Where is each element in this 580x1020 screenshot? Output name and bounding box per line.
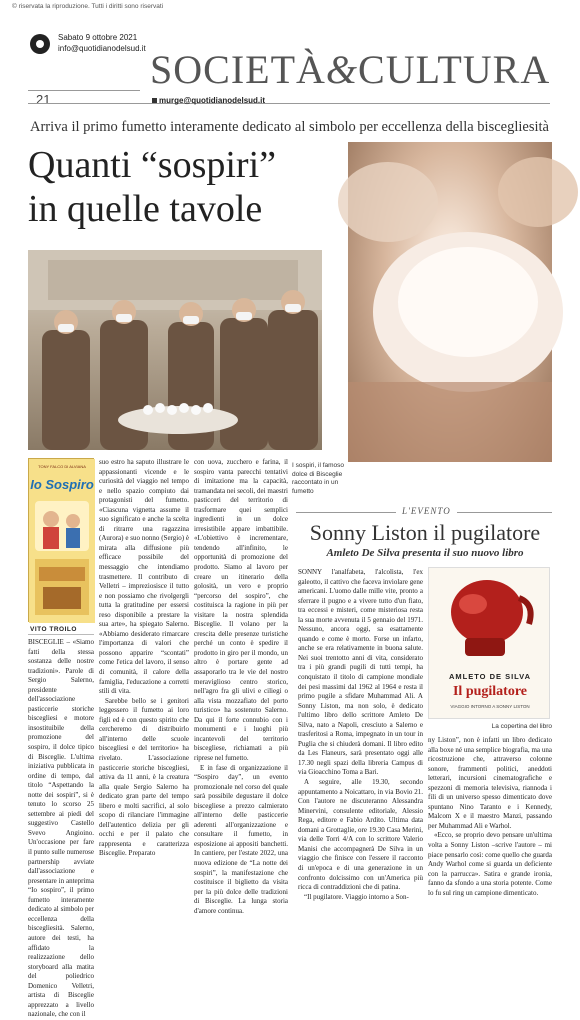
article-headline [28, 143, 328, 231]
article-kicker: Arriva il primo fumetto interamente dedicato al simbolo per eccellenza della biscegliesità [30, 119, 549, 135]
header-rule-left [28, 90, 140, 91]
article-column-1 [28, 638, 94, 1020]
newspaper-logo-icon [30, 34, 50, 54]
article-column-2 [99, 458, 189, 859]
article-col2-p2: Sarebbe bello se i genitori leggessero il fumetto ai loro figli ed è con questo spirito che cercheremo di distribuirlo all'interno delle scuole biscegliesi e del territorio» ha rivelato. L'associazione pasticcerie storiche biscegliesi, attiva da 11 anni, è la creatura alla quale Sergio Salerno ha dedicato gran parte del tempo libero e molti sacrifici, al solo scopo di rilanciare l'immagine dell'autentico delizia per gli occhi e per il palato che rappresenta e caratterizza Bisceglie. Preparato [99, 696, 189, 858]
boxing-glove-icon [429, 568, 551, 668]
article-col3-p1: con uova, zucchero e farina, il sospiro vanta parecchi tentativi di imitazione ma la capacità, tramandata nei secoli, dei maestri pasticceri del territorio di trasformare quei semplici ingredienti in un dolce irresistibile appare imbattibile. «L'obiettivo è incrementare, tendendo all'infinito, le opportunità di promozione del prodotto. Siamo al lavoro per creare un itinerario della golosità, un vero e proprio “percorso del sospiro”, che costituisca la ragione in più per visitare la nostra splendida Bisceglie. Il volano per la crescita delle presenze turistiche perché un conto è spedire il prodotto in giro per il mondo, un altro è portare gente ad assaporarlo tra le vie del nostro meraviglioso centro storico, nell'agro fra gli ulivi e ciliegi o alla vista mozzafiato del porto turistico» ha sostenuto Salerno. Da qui il forte connubio con i monumenti e i luoghi più incantevoli del territorio biscegliese, richiamati a più riprese nel fumetto. [194, 458, 288, 762]
book-subtitle: VIAGGIO INTORNO A SONNY LISTON [450, 704, 530, 709]
article-col3-p2: E in fase di organizzazione il “Sospiro day”, un evento promozionale nel corso del quale sarà possibile degustare il dolce biscegliese a prezzo calmierato all'interno delle pasticcerie aderenti all'organizzazione e consultare il fumetto, in esposizione ai appositi banchetti. In cantiere, per l'estate 2022, una nuova edizione de “La notte dei sospiri”, la manifestazione che costituisce il biglietto da visita per la più dolce delle tradizioni di Bisceglie. La lunga storia d'amore continua. [194, 763, 288, 915]
article-column-3 [194, 458, 288, 916]
info-email: info@quotidianodelsud.it [58, 44, 146, 53]
sospiro-photo [348, 142, 552, 462]
book-caption: La copertina del libro [491, 723, 552, 730]
byline-rule [28, 634, 94, 635]
section-title-left: SOCIETÀ [150, 47, 326, 92]
sidebar-col1-p3: “Il pugilatore. Viaggio intorno a Son- [304, 892, 409, 901]
sospiro-illustration [348, 142, 552, 462]
pastry-chefs-illustration [28, 250, 322, 450]
section-email-text: murge@quotidianodelsud.it [159, 96, 266, 105]
email-square-icon [152, 98, 157, 103]
book-author: AMLETO DE SILVA [448, 672, 532, 681]
article-col2-p1: suo estro ha saputo illustrare le appassionanti vicende e le curiosità del viaggio nel tempo e nello spazio compiuto dai protagonisti del fumetto. «Ciascuna vignetta assume il suo significato e anche la scelta di ritrarre una ragazzina (Aurora) e suo nonno (Sergio) è mirata alla diffusione più efficace possibile del messaggio che intendiamo trasmettere. Il contributo di Velletri – impreziosisce il tutto e non possiamo che rivolgergli tutta la gratitudine per essersi reso disponibile a prestare la sua arte», ha spiegato Salerno. «Abbiamo desiderato rimarcare l'importanza di valori che possono apparire “scontati” come l'etica del lavoro, il senso di comunità, il calore della famiglia, l'educazione a corretti stili di vita. [99, 458, 189, 696]
sidebar-col1-p1: SONNY l'analfabeta, l'alcolista, l'ex galeotto, il cattivo che faceva inviolare gene americani. L'uomo dalle mille vite, pronto a sferrare il pugno e a vivere tutto d'un fiato, tra eccessi e misteri, come misteriosa resta la sua morte avvenuta il 5 gennaio del 1971. Nessuno, ancora oggi, sa esattamente quando e come è morto. Forse un infarto, anche se era relativamente in buona salute. Nei suoi trentotto anni di vita, considerato tra i più grandi pugili di tutti tempi, ha conquistato il titolo di campione mondiale dei pesi massimi dal 1962 al 1964 e resta il primo pugile a sfidare Muhammad Ali. A Sonny Liston, ma non solo, è dedicato l'ultimo libro dello scrittore Amleto De Silva, nato a Napoli, cresciuto a Salerno e trasferitosi a Roma, impegnato in un tour in Puglia che si chiuderà domani. Il libro edito da Les Flaneurs, sarà presentato oggi alle 17.30 negli spazi della libreria Campus di via Gioacchino Toma a Bari. [298, 568, 423, 777]
sidebar-column-1 [298, 568, 423, 902]
issue-date: Sabato 9 ottobre 2021 [58, 33, 138, 42]
page-number: 21 [36, 92, 51, 107]
sidebar-title: Sonny Liston il pugilatore [309, 520, 541, 545]
section-title-amp: & [325, 47, 359, 92]
pastry-chefs-photo [28, 250, 322, 450]
photo-caption: I sospiri, il famoso dolce di Bisceglie raccontato in un fumetto [292, 462, 345, 495]
comic-cover-illustration [29, 459, 95, 623]
article-author: VITO TROILO [30, 626, 77, 633]
sidebar-kicker: L'EVENTO [396, 506, 457, 516]
sidebar-subtitle: Amleto De Silva presenta il suo nuovo libro [326, 547, 524, 559]
issue-date-block [58, 32, 146, 54]
sidebar-col1-p2: A seguire, alle 19.30, secondo appuntamento a Noicattaro, in via Bovio 21. Con l'autore ne discuteranno Alessandra Minervini, consulente editoriale, Alessio Rega, editore e Fabio Ardito. Ultima data domani a Grottaglie, ore 19.30 Casa Merini, via delle Torri 4/A con lo scrittore Valerio Manisi che accompagnerà De Silva in un viaggio che finisce con l'essere il racconto di un'epoca e di una generazione in un confronto dolcissimo con un'America più ricca di contraddizioni che di patina. [298, 778, 423, 892]
sidebar-col2-p1: ny Liston”, non è infatti un libro dedicato alla boxe né una semplice biografia, ma una ricostruzione che, attraverso colonne sonore, frammenti politici, aneddoti letterari, incursioni cinematografiche e spezzoni di memoria televisiva, riannoda i fili di un universo spesso dimenticato dove spuntano Nino Taranto e i Kennedy, Malcom X e il maestro Manzi, passando per Muhammad Ali e Warhol. [428, 736, 552, 830]
headline-line-2: in quelle tavole [28, 188, 263, 230]
comic-cover-image [28, 458, 94, 622]
section-email [152, 96, 265, 105]
sidebar-column-2 [428, 736, 552, 898]
article-col1-p1: BISCEGLIE – «Siamo fatti della stessa sostanza delle nostre tradizioni». Parole di Sergio Salerno, presidente dell'associazione pasticcerie storiche biscegliesi e motore insostituibile della promozione del sospiro, il dolce tipico di Bisceglie. L'ultima iniziativa pubblicata in ordine di tempo, dal titolo “Aspettando la notte dei sospiri”, si è tenuto lo scorso 25 settembre ai piedi del suggestivo Castello Svevo Angioino. Un'occasione per fare il punto sulle numerose partnership avviate dall'associazione e presentare in anteprima “Io sospiro”, il primo fumetto interamente dedicato al simbolo per eccellenza della biscegliesità. Salerno, autore dei testi, ha affidato la realizzazione dello storyboard alla matita del poliedrico Domenico Velletri, artista di Bisceglie apprezzato a livello nazionale, che con il [28, 638, 94, 1019]
section-title-right: CULTURA [358, 47, 551, 92]
comic-title: Io Sospiro [30, 477, 94, 492]
header-rule [28, 103, 550, 104]
sidebar-col2-p2: «Ecco, se proprio devo pensare un'ultima volta a Sonny Liston –scrive l'autore – mi piace pensarlo così: come quello che guarda Andy Warhol come si guarda un deficiente con la parrucca». Satira e grande ironia, fanno da sfondo a una storia potente. Come lo fu sul ring un campione dimenticato. [428, 831, 552, 897]
section-title [150, 46, 550, 93]
comic-header: TONY FALCO DI ALVIANA [38, 464, 86, 469]
book-cover-image [428, 567, 550, 719]
headline-line-1: Quanti “sospiri” [28, 144, 277, 186]
copyright-notice: © riservata la riproduzione. Tutti i diritti sono riservati [12, 3, 164, 10]
book-title: Il pugilatore [452, 684, 528, 699]
